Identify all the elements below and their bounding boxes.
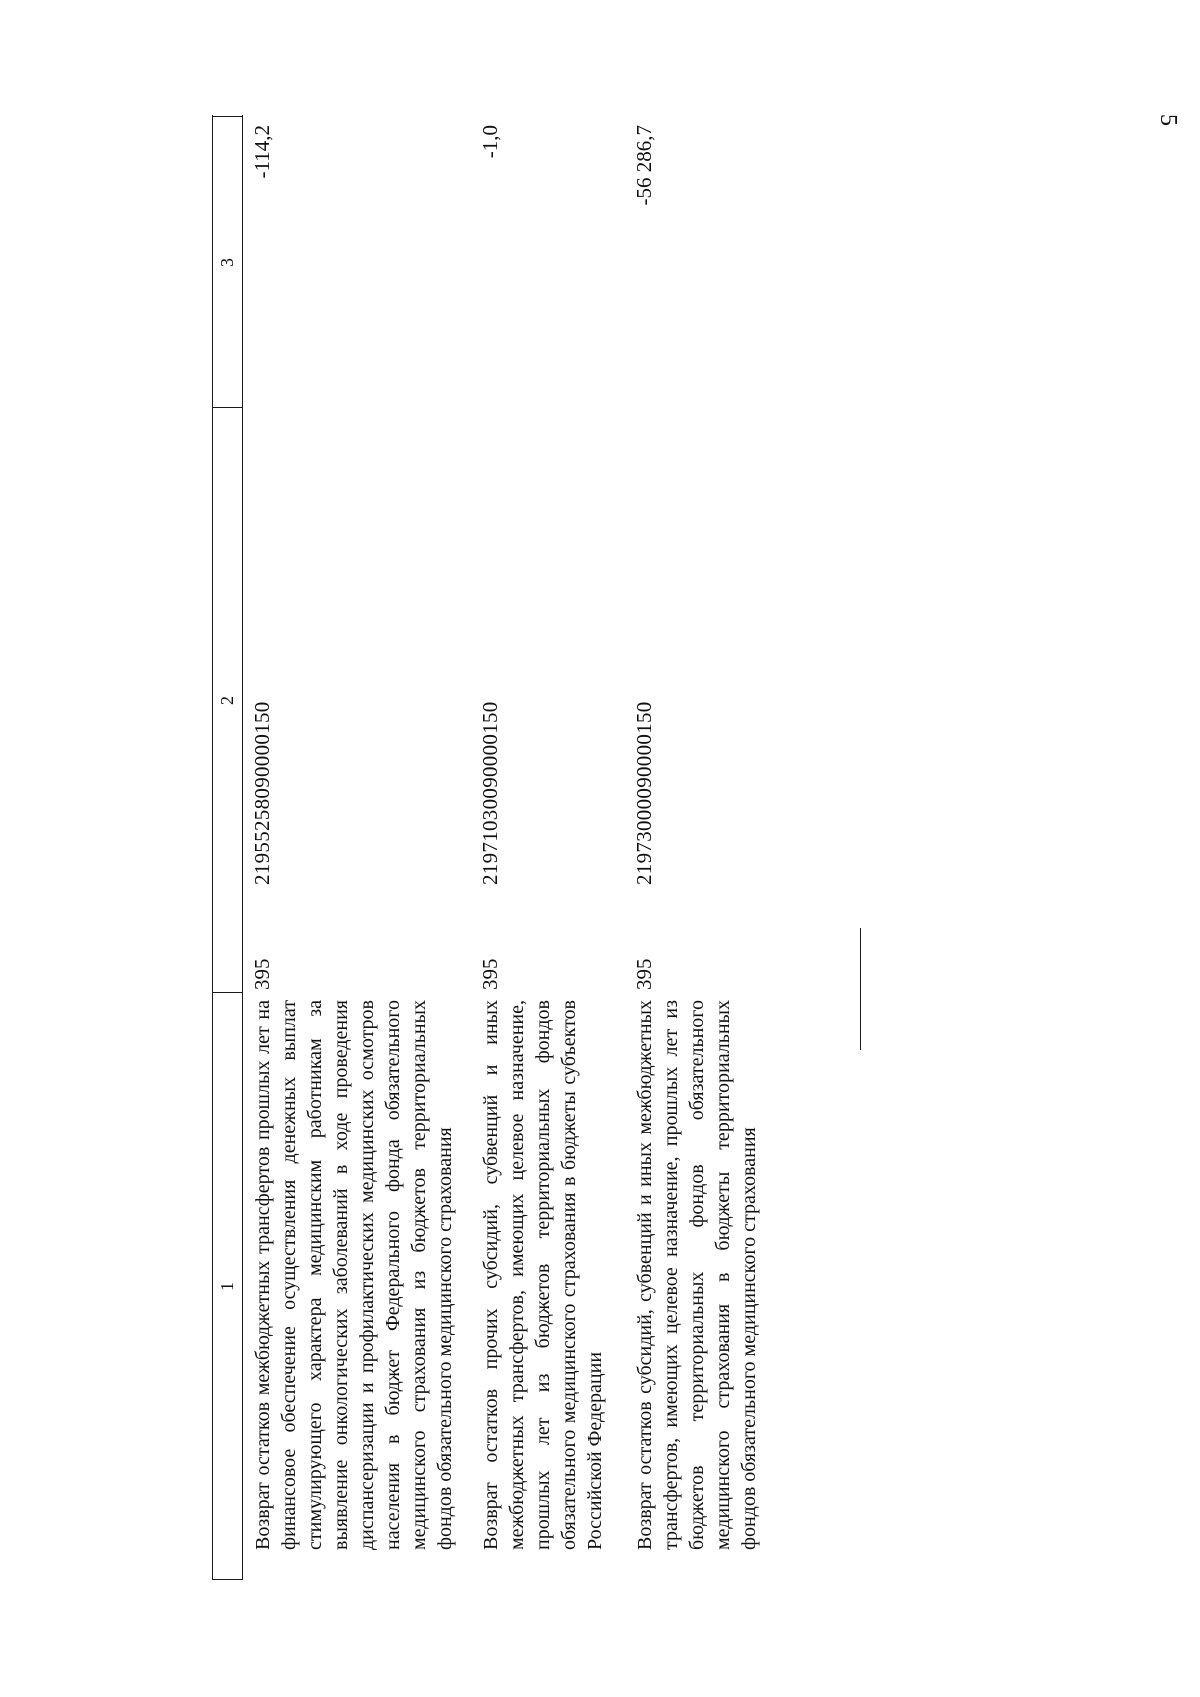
row-budget-code: 21955258090000150: [250, 701, 274, 885]
row-description: Возврат остатков прочих субсидий, субвенций и иных межбюджетных трансфертов, имеющих целевое назначение, прошлых лет из бюджетов территориальных фондов обязательного медицинского страхования в бюджеты субъектов Российской Федерации: [480, 1000, 606, 1550]
column-header-2: 2: [217, 696, 237, 705]
row-amount: -56 286,7: [632, 125, 656, 206]
table-top-border: [212, 115, 213, 1580]
budget-table: [212, 115, 982, 1580]
row-admin-code: 395: [250, 958, 274, 990]
row-amount: -1,0: [478, 125, 502, 159]
column-header-1: 1: [217, 1282, 237, 1291]
row-description: Возврат остатков межбюджетных трансфертов прошлых лет на финансовое обеспечение осуществления денежных выплат стимулирующего характера медицинским работникам за выявление онкологических заболеваний в ходе проведения диспансеризации и профилактических медицинских осмотров населения в бюджет Федерального фонда обязательного медицинского страхования из бюджетов территориальных фондов обязательного медицинского страхования: [252, 1000, 456, 1550]
column-header-3: 3: [217, 258, 237, 267]
page-number: 5: [1155, 114, 1181, 126]
row-admin-code: 395: [632, 958, 656, 990]
row-amount: -114,2: [250, 125, 274, 179]
row-description: Возврат остатков субсидий, субвенций и иных межбюджетных трансфертов, имеющих целевое назначение, прошлых лет из бюджетов территориальных фондов обязательного медицинского страхования в бюджеты территориальных фондов обязательного медицинского страхования: [634, 1000, 760, 1550]
row-admin-code: 395: [478, 958, 502, 990]
header-bottom-border: [242, 115, 243, 1580]
table-frame: [212, 115, 982, 1580]
row-budget-code: 21973000090000150: [632, 701, 656, 885]
row-budget-code: 21971030090000150: [478, 701, 502, 885]
